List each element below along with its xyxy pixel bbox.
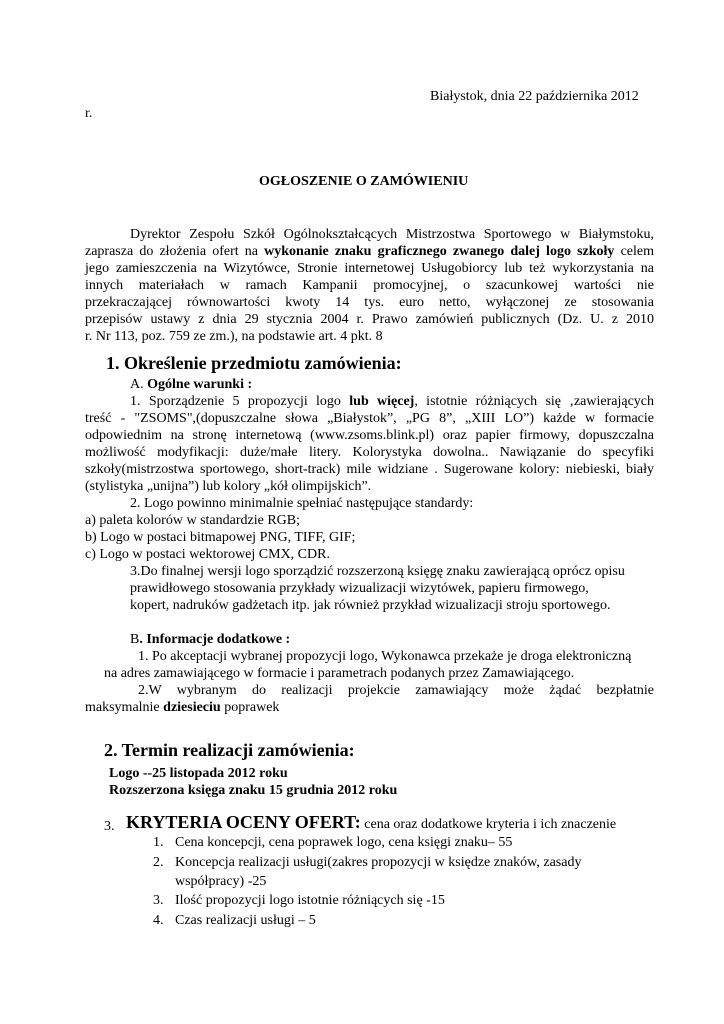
intro-text: celem <box>614 244 654 259</box>
deadline-brandbook: Rozszerzona księga znaku 15 grudnia 2012 roku <box>109 783 398 798</box>
point-1-line: treść - "ZSOMS",(dopuszczalne słowa „Białystok”, „PG 8”, „XIII LO”) każde w formacie <box>85 411 654 426</box>
point-1-line: możliwość modyfikacji: duże/małe litery. Kolorystyka dowolna.. Nawiązanie do specyfiki <box>85 445 654 460</box>
point-1-line <box>130 393 654 410</box>
intro-bold: wykonanie znaku graficznego zwanego dalej logo szkoły <box>264 244 615 259</box>
point-2-item: a) paleta kolorów w standardzie RGB; <box>85 513 300 528</box>
subsection-b-prefix: B <box>130 632 140 647</box>
point-2-line: 2. Logo powinno minimalnie spełniać następujące standardy: <box>130 496 474 511</box>
criteria-number: 4. <box>153 913 164 928</box>
point-2-item: c) Logo w postaci wektorowej CMX, CDR. <box>85 547 330 562</box>
intro-line: innych materiałach w ramach Kampanii promocyjnej, o szacunkowej wartości nie <box>85 278 654 293</box>
criteria-number: 3. <box>153 893 164 908</box>
intro-line: przekraczającej równowartości kwoty 14 tys. euro netto, wyłączonej ze stosowania <box>85 295 654 310</box>
section-2-heading: 2. Termin realizacji zamówienia: <box>104 740 355 760</box>
intro-line: Dyrektor Zespołu Szkół Ogólnokształcących Mistrzostwa Sportowego w Białymstoku, <box>130 227 654 242</box>
point-3-line: prawidłowego stosowania przykłady wizualizacji wizytówek, papieru firmowego, <box>130 581 589 596</box>
date-line-tail: r. <box>85 106 93 121</box>
criteria-item <box>153 834 512 851</box>
intro-line <box>85 243 654 260</box>
info-bold: dziesieciu <box>163 700 221 715</box>
subsection-b-label: . Informacje dodatkowe : <box>139 632 291 647</box>
section-3-title-tail: cena oraz dodatkowe kryteria i ich znaczenie <box>360 817 617 832</box>
subsection-a-heading <box>130 376 252 393</box>
info-text: maksymalnie <box>85 700 164 715</box>
criteria-item <box>153 873 266 890</box>
criteria-item <box>153 854 581 871</box>
point-text: , istotnie różniących się ‚zawierających <box>414 394 655 409</box>
criteria-item <box>153 892 445 909</box>
criteria-number: 1. <box>153 835 164 850</box>
subsection-a-prefix: A. <box>130 377 148 392</box>
info-text: poprawek <box>220 700 280 715</box>
point-3-line: 3.Do finalnej wersji logo sporządzić rozszerzoną księgę znaku zawierającą oprócz opisu <box>130 564 625 579</box>
info-1-line: 1. Po akceptacji wybranej propozycji logo, Wykonawca przekaże je droga elektroniczną <box>138 649 632 664</box>
point-1-line: odpowiednim na stronę internetową (www.zsoms.blink.pl) oraz papier firmowy, dopuszczalna <box>85 428 654 443</box>
section-1-heading: 1. Określenie przedmiotu zamówienia: <box>106 353 402 373</box>
criteria-text: Koncepcja realizacji usługi(zakres propozycji w księdze znaków, zasady <box>175 855 582 870</box>
section-3-title: KRYTERIA OCENY OFERT: <box>126 812 361 832</box>
point-2-item: b) Logo w postaci bitmapowej PNG, TIFF, GIF; <box>85 530 356 545</box>
point-3-line: kopert, nadruków gadżetach itp. jak również przykład wizualizacji stroju sportowego. <box>130 598 611 613</box>
date-line: Białystok, dnia 22 października 2012 <box>430 89 639 104</box>
section-3-number: 3. <box>104 819 115 834</box>
info-2-line <box>85 699 279 716</box>
point-text: 1. Sporządzenie 5 propozycji logo <box>130 394 350 409</box>
intro-line: jego zamieszczenia na Wizytówce, Stronie internetowej Usługobiorcy lub też wykorzystania na <box>85 261 654 276</box>
criteria-text: Czas realizacji usługi – 5 <box>175 913 316 928</box>
intro-line: przepisów ustawy z dnia 29 stycznia 2004 r. Prawo zamówień publicznych (Dz. U. z 2010 <box>85 312 654 327</box>
deadline-logo: Logo --25 listopada 2012 roku <box>109 766 288 781</box>
criteria-text: Cena koncepcji, cena poprawek logo, cena księgi znaku– 55 <box>175 835 513 850</box>
info-1-line: na adres zamawiającego w formacie i parametrach podanych przez Zamawiającego. <box>104 666 575 681</box>
criteria-text: Ilość propozycji logo istotnie różniących się -15 <box>175 893 445 908</box>
point-1-line: (stylistyka „unijna”) lub kolory „kół olimpijskich”. <box>85 479 372 494</box>
intro-line: r. Nr 113, poz. 759 ze zm.), na podstawie art. 4 pkt. 8 <box>85 329 383 344</box>
criteria-item <box>153 912 316 929</box>
subsection-b-heading <box>130 631 290 648</box>
intro-text: zaprasza do złożenia ofert na <box>85 244 265 259</box>
subsection-a-label: Ogólne warunki : <box>147 377 253 392</box>
section-3-heading <box>126 814 616 833</box>
page-title: OGŁOSZENIE O ZAMÓWIENIU <box>259 174 469 189</box>
criteria-text: współpracy) -25 <box>175 874 267 889</box>
point-bold: lub więcej <box>349 394 415 409</box>
point-1-line: szkoły(mistrzostwa sportowego, short-track) mile widziane . Sugerowane kolory: niebieski, biały <box>85 462 654 477</box>
info-2-line: 2.W wybranym do realizacji projekcie zamawiający może żądać bezpłatnie <box>138 683 654 698</box>
criteria-number: 2. <box>153 855 164 870</box>
